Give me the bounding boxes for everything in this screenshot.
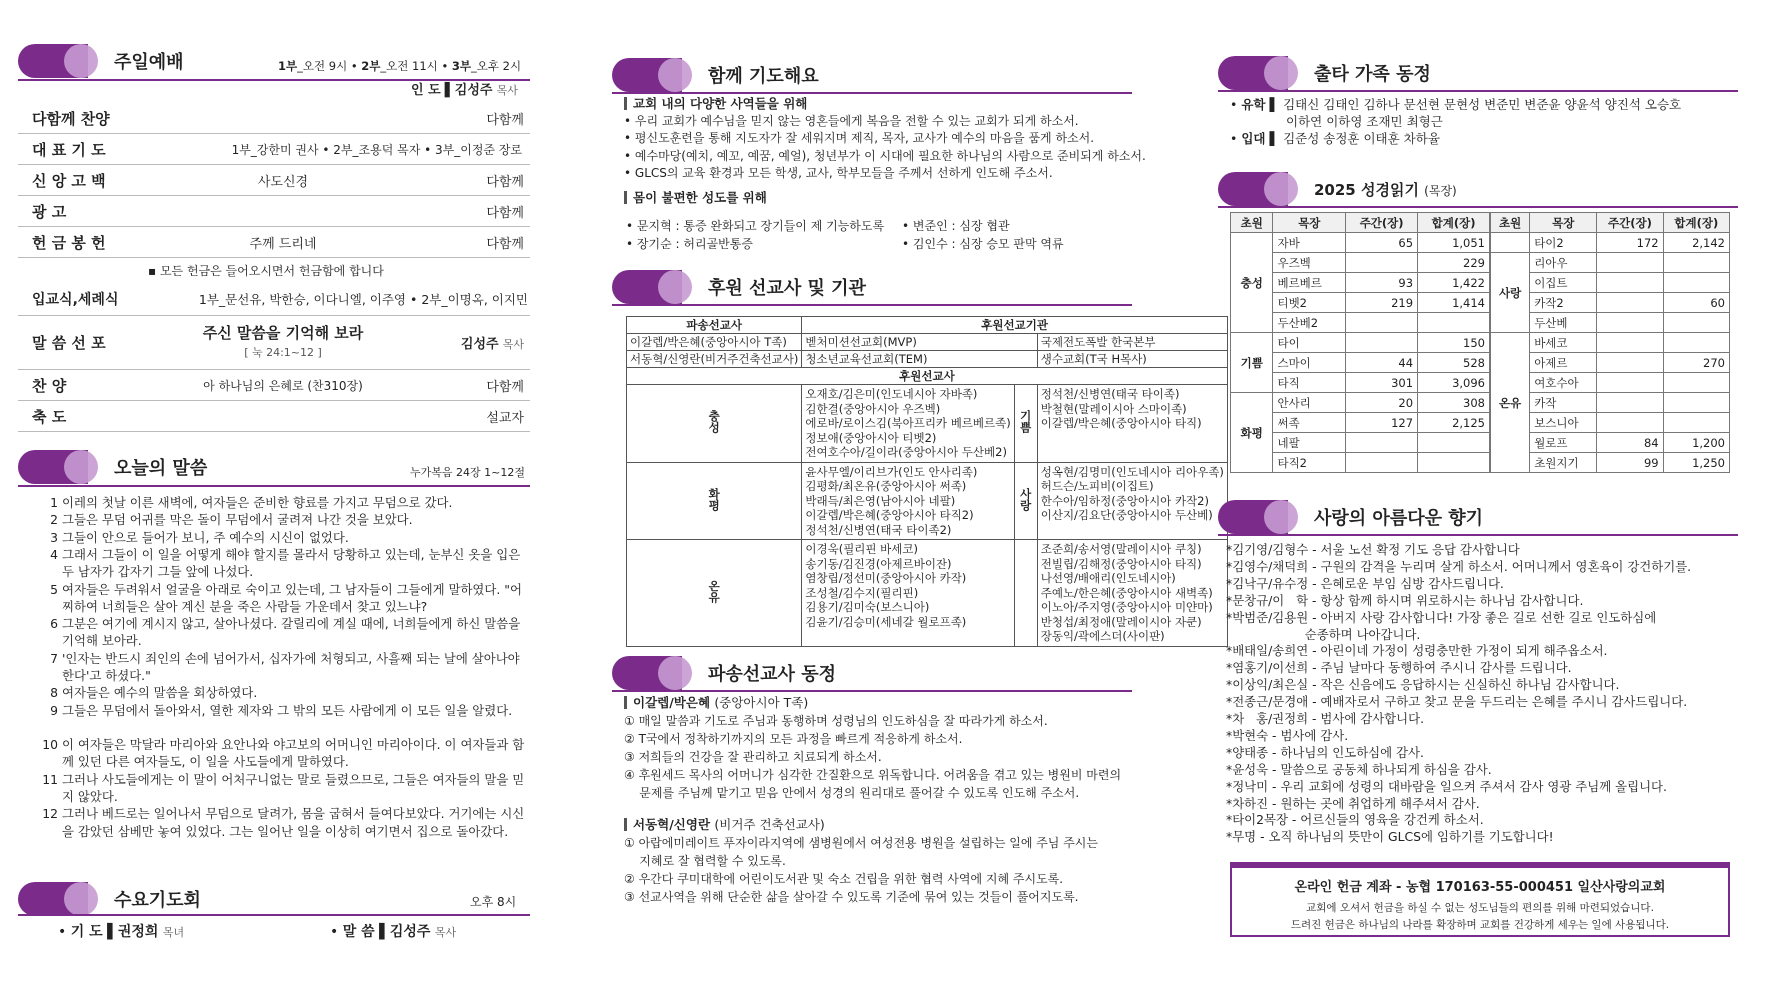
bible-row: 충성 자바 65 1,051 — [1231, 233, 1490, 253]
missionary-name: 전빌립/김해정(중앙아시아 타직) — [1040, 556, 1202, 571]
sick-list: • 문지혁 : 통증 완화되고 장기들이 제 기능하도록 • 장기순 : 허리골반통증 — [626, 219, 885, 251]
missionary-name: 윤사무엘/이리브가(인도 안사리족) — [805, 464, 978, 479]
divider — [1218, 534, 1738, 536]
bible-row: 카작 — [1491, 393, 1730, 413]
verse: 8 여자들은 예수의 말씀을 회상하였다. — [50, 685, 258, 701]
section-title: 함께 기도해요 — [708, 66, 819, 87]
bible-row: 온유 바세코 — [1491, 333, 1730, 353]
thanks-item: *박현숙 - 범사에 감사. — [1226, 727, 1349, 743]
bible-row: 네팔 — [1231, 433, 1490, 453]
missionary-name: 오재호/김은미(인도네시아 자바족) — [805, 387, 978, 401]
verse: 5 여자들은 두려워서 얼굴을 아래로 숙이고 있는데, 그 남자들이 그들에게 말하였다. "어찌하여 너희들은 살아 계신 분을 죽은 사람들 가운데서 찾고 있느냐? — [50, 581, 522, 614]
section-title: 사랑의 아름다운 향기 — [1314, 508, 1484, 529]
bible-row: 여호수아 — [1491, 373, 1730, 393]
bible-row: 타직 301 3,096 — [1231, 373, 1490, 393]
bible-row: 기쁨 타이 150 — [1231, 333, 1490, 353]
section-header-sunday — [18, 44, 184, 78]
service-times: 1부_오전 9시 • 2부_오전 11시 • 3부_오후 2시 — [278, 59, 522, 73]
thanks-item: *양태종 - 하나님의 인도하심에 감사. — [1226, 744, 1424, 760]
wed-prayer: • 기 도 ▌권정희 목녀 — [58, 924, 185, 940]
missionary-name: 정석천/신병연(태국 타이족2) — [805, 522, 952, 537]
thanks-item: 순종하며 나아갑니다. — [1226, 626, 1421, 642]
missionary-name: 조준희/송서영(말레이시아 쿠칭) — [1040, 542, 1202, 556]
missionary-name: 박철현(말레이시아 스마이족) — [1040, 401, 1187, 416]
thanks-item: *박범준/김용원 - 아버지 사랑 감사합니다! 가장 좋은 길로 선한 길로 인도하심에 — [1226, 609, 1657, 625]
wed-word: • 말 씀 ▌김성주 목사 — [330, 924, 457, 940]
section-marker-icon — [1218, 500, 1288, 534]
missionary-name: 이갈렙/박은혜(중앙아시아 타직2) — [805, 508, 974, 522]
order-row: 대 표 기 도 1부_강한미 권사 • 2부_조용덕 목자 • 3부_이정준 장로 — [18, 134, 530, 165]
thanks-item: *염홍기/이선희 - 주님 날마다 동행하여 주시니 감사를 드립니다. — [1226, 660, 1572, 676]
bible-row: 보스니아 — [1491, 413, 1730, 433]
divider — [18, 485, 530, 487]
divider — [1218, 90, 1738, 92]
prayer-item: • 평신도훈련을 통해 지도자가 잘 세워지며 제직, 목자, 교사가 예수의 마음을 품게 하소서. — [624, 131, 1095, 146]
order-row: 다함께 찬양 다함께 — [18, 103, 530, 134]
prayer-item: • GLCS의 교육 환경과 모든 학생, 교사, 학부모들을 주께서 선하게 인도해 주소서. — [624, 166, 1053, 181]
missionary-name: 송기동/김진경(아제르바이잔) — [805, 556, 952, 571]
section-marker-icon — [612, 656, 682, 690]
bible-row: 화평 안사리 20 308 — [1231, 393, 1490, 413]
scripture-ref: 누가복음 24장 1~12절 — [410, 466, 525, 479]
missionary-name: 정보애(중앙아시아 티벳2) — [805, 430, 937, 445]
sick-list: • 변준인 : 심장 협관 • 김인수 : 심장 승모 판막 역류 — [902, 219, 1064, 251]
thanks-item: *김기영/김형수 - 서울 노선 확정 기도 응답 감사합니다 — [1226, 542, 1520, 557]
order-row: 광 고 다함께 — [18, 196, 530, 227]
section-marker-icon — [612, 58, 682, 92]
prayer-item: • 우리 교회가 예수님을 믿지 않는 영혼들에게 복음을 전할 수 있는 교회가 되게 하소서. — [624, 113, 1079, 128]
missionary-name: 정석천/신병연(태국 타이족) — [1040, 387, 1180, 401]
blessing-row: 축 도 설교자 — [18, 401, 530, 432]
bible-row: 베르베르 93 1,422 — [1231, 273, 1490, 293]
account-title: 온라인 헌금 계좌 - 농협 170163-55-000451 일산사랑의교회 — [1294, 880, 1666, 895]
account-note: 드려진 헌금은 하나님의 나라를 확장하며 교회를 건강하게 세우는 일에 사용됩니다. — [1290, 919, 1670, 931]
verse: 12 그러나 베드로는 일어나서 무덤으로 달려가, 몸을 굽혀서 들여다보았다. 거기에는 시신을 감았던 삼베만 놓여 있었다. 그는 일어난 일을 이상히 여기면서 집으로 돌아갔다. — [42, 806, 525, 839]
section-marker-icon — [18, 44, 88, 78]
section-marker-icon — [612, 270, 682, 304]
thanks-item: *배태일/송희연 - 아린이네 가정이 성령충만한 가정이 되게 해주옵소서. — [1226, 643, 1608, 659]
bible-row: 이집트 — [1491, 273, 1730, 293]
missionary-table: 파송선교사 후원선교기관 이갈렙/박은혜(중앙아시아 T족) 벧처미션선교회(MVP) 국제전도폭발 한국본부 서동혁/신영란(비거주건축선교사) 청소년교육선교회(TEM) 생수교회(T국 H목사) 후원선교사 충성 오재호/김은미(인도네시아 자바족) 김한결(중앙아시아 우즈벡) 에로바/로이스김(북아프리카 베르베르족) 정보애(중앙아시아 티벳2) 전여호수아/길이라(중앙아시아 두산베2) 기쁨 정석천/신병연(태국 타이족) 박철현(말레이시아 스마이족) 이갈렙/박은혜(중앙아시아 타직) 화평 윤사무엘/이리브가(인도 안사리족) 김평화/최온유(중앙아시아 써족) 박래득/최은영(남아시아 네팔) 이갈렙/박은혜(중앙아시아 타직2) 정석천/신병연(태국 타이족2) 사랑 성옥현/김명미(인도네시아 리아우족) 허드슨/노피비(이집트) 한수아/임하정(중앙아시아 카작2) 이산지/김요단(중앙아시아 두산베) 온유 이경욱(필리핀 바세코) 송기동/김진경(아제르바이잔) 염창립/정선미(중앙아시아 카작) 조성철/김수지(필리핀) 김용기/김미숙(보스니아) 김윤기/김승미(세네갈 월로프족) 조준희/송서영(말레이시아 쿠칭) 전빌립/김해정(중앙아시아 타직) 나선영/배애리(인도네시아) 주예노/한은혜(중앙아시아 새벽족) 이노아/주지영(중앙아시아 미얀마) 반청섭/최정애(말레이시아 자쿤) 장동익/곽에스더(사이판) — [626, 316, 1228, 647]
bible-row: 스마이 44 528 — [1231, 353, 1490, 373]
missionary-name: 반청섭/최정애(말레이시아 자쿤) — [1040, 614, 1202, 629]
hymn-row: 찬 양 아 하나님의 은혜로 (찬310장) 다함께 — [18, 370, 530, 401]
bible-row: 두산베2 — [1231, 313, 1490, 333]
bible-row: 카작2 60 — [1491, 293, 1730, 313]
sermon-row: 말 씀 선 포 주신 말씀을 기억해 보라 [ 눅 24:1~12 ] 김성주 목사 — [18, 316, 530, 370]
missionary-name: 김평화/최온유(중앙아시아 써족) — [805, 479, 967, 493]
divider — [18, 914, 530, 916]
column-worship — [18, 0, 530, 992]
missionary-name: 한수아/임하정(중앙아시아 카작2) — [1040, 493, 1209, 508]
group-label: 화평 — [707, 487, 722, 511]
section-header-news — [612, 656, 836, 690]
thanks-item: *문창규/이 학 - 항상 함께 하시며 위로하시는 하나님 감사합니다. — [1226, 592, 1584, 608]
order-row: 신 앙 고 백 사도신경 다함께 — [18, 165, 530, 196]
divider — [612, 92, 1132, 94]
section-marker-icon — [1218, 172, 1288, 206]
group-label: 사랑 — [1018, 487, 1033, 511]
section-header-support — [612, 270, 866, 304]
bible-row: 써족 127 2,125 — [1231, 413, 1490, 433]
section-header-wed — [18, 882, 201, 916]
thanks-item: *타이2목장 - 어르신들의 영육을 강건케 하소서. — [1226, 812, 1484, 828]
section-title: 오늘의 말씀 — [114, 458, 208, 479]
section-marker-icon — [18, 882, 88, 916]
missionary-name: 장동익/곽에스더(사이판) — [1040, 629, 1165, 643]
thanks-item: *무명 - 오직 하나님의 뜻만이 GLCS에 임하기를 기도합니다! — [1226, 829, 1554, 845]
service-leader: 인 도 ▌김성주 목사 — [411, 83, 518, 98]
section-title: 수요기도회 — [114, 890, 201, 911]
divider — [612, 304, 1132, 306]
missionary-name: 이노아/주지영(중앙아시아 미얀마) — [1040, 600, 1213, 614]
order-row: 헌 금 봉 헌 주께 드리네 다함께 — [18, 227, 530, 258]
group-label: 충성 — [707, 410, 722, 434]
verse: 10 이 여자들은 막달라 마리아와 요안나와 야고보의 어머니인 마리아이다. 이 여자들과 함께 있던 다른 여자들도, 이 일을 사도들에게 말하였다. — [42, 737, 525, 770]
missionary-name: 조성철/김수지(필리핀) — [805, 585, 919, 600]
divider — [1218, 206, 1738, 208]
prayer-subtitle: 몸이 불편한 성도를 위해 — [624, 189, 1146, 207]
bible-row: 초원지기 99 1,250 — [1491, 453, 1730, 473]
column-community — [1218, 0, 1738, 992]
missionary-name: 에로바/로이스김(북아프리카 베르베르족) — [805, 416, 1011, 430]
wed-time: 오후 8시 — [470, 895, 517, 909]
bible-row: 두산베 — [1491, 313, 1730, 333]
divider — [612, 690, 1132, 692]
verse: 3 그들이 안으로 들어가 보니, 주 예수의 시신이 없었다. — [50, 529, 349, 545]
bible-row: 아제르 270 — [1491, 353, 1730, 373]
bible-row: 사랑 리아우 — [1491, 253, 1730, 273]
column-missions — [612, 0, 1224, 992]
missionary-name: 이갈렙/박은혜(중앙아시아 타직) — [1040, 416, 1202, 430]
group-label: 기쁨 — [1018, 410, 1033, 434]
section-title: 출타 가족 동정 — [1314, 64, 1431, 85]
missionary-name: 주예노/한은혜(중앙아시아 새벽족) — [1040, 585, 1213, 600]
section-marker-icon — [1218, 56, 1288, 90]
baptism-row: 입교식,세례식 1부_문선유, 박한승, 이다니엘, 이주영 • 2부_이명옥, 이지민 — [18, 282, 530, 316]
verse: 6 그분은 여기에 계시지 않고, 살아나셨다. 갈릴리에 계실 때에, 너희들에게 하신 말씀을 기억해 보아라. — [50, 616, 521, 649]
missionary-name: 이경욱(필리핀 바세코) — [805, 542, 918, 556]
thanks-item: *김낙구/유수정 - 은혜로운 부임 심방 감사드립니다. — [1226, 575, 1504, 591]
offering-note: ▪ 모든 헌금은 들어오시면서 헌금함에 합니다 — [148, 264, 384, 278]
missionary-name: 김용기/김미숙(보스니아) — [805, 600, 930, 614]
group-label: 온유 — [707, 579, 722, 603]
section-header-pray — [612, 58, 819, 92]
account-note: 교회에 오셔서 헌금을 하실 수 없는 성도님들의 편의를 위해 마련되었습니다. — [1306, 902, 1654, 914]
account-box — [1230, 862, 1730, 937]
bible-table-right: 초원 목장 주간(장) 합계(장) 타이2 172 2,142 사랑 리아우 이집트 카작2 60 두산베 온유 바세코 아제르 270 여호수아 카작 보스니아 월로프 84 1,200 초원지기 99 1,250 — [1490, 212, 1730, 473]
verse: 2 그들은 무덤 어귀를 막은 돌이 무덤에서 굴려져 나간 것을 보았다. — [50, 512, 413, 528]
divider — [18, 79, 530, 81]
thanks-item: *전종근/문경애 - 예배자로서 구하고 찾고 문을 두드리는 은혜를 주시니 감사드립니다. — [1226, 694, 1688, 710]
section-header-word — [18, 450, 207, 484]
section-header-love — [1218, 500, 1483, 534]
bible-row: 티벳2 219 1,414 — [1231, 293, 1490, 313]
bible-row: 월로프 84 1,200 — [1491, 433, 1730, 453]
thanks-item: *김영수/채덕희 - 구원의 감격을 누리며 살게 하소서. 어머니께서 영혼육이 강건하기를. — [1226, 558, 1692, 574]
bible-table-left: 초원 목장 주간(장) 합계(장) 충성 자바 65 1,051 우즈벡 229 베르베르 93 1,422 티벳2 219 1,414 두산베2 기쁨 타이 150 스마이 44 528 타직 301 3,096 화평 안사리 20 308 써족 127 2,125 네팔 타직2 — [1230, 212, 1490, 473]
thanks-item: *이상익/최은실 - 작은 신음에도 응답하시는 신실하신 하나님 감사합니다. — [1226, 677, 1620, 693]
section-header-bible: 2025 성경읽기 (목장) — [1218, 172, 1457, 206]
thanks-item: *윤성욱 - 말씀으로 공동체 하나되게 하심을 감사. — [1226, 761, 1492, 777]
section-title: 주일예배 — [114, 52, 184, 73]
news-block: 이갈렙/박은혜 (중앙아시아 T족) ① 매일 말씀과 기도로 주님과 동행하며 성령님의 인도하심을 잘 따라가게 하소서. ② T국에서 정착하기까지의 모든 과정을 빠르게 적응하게 하소서. ③ 저희들의 건강을 잘 관리하고 치료되게 하소서. ④ 후원세드 목사의 어머니가 심각한 간질환으로 위독합니다. 어려움을 겪고 있는 병원비 마련의 문제를 주님께 맡기고 믿음 안에서 성경의 원리대로 풀어갈 수 있도록 인도해 주소서. 서동혁/신영란 (비거주 건축선교사) ① 아랍에미레이트 푸자이라지역에 샘병원에서 여성전용 병원을 설립하는 일에 주님 주시는 지혜로 잘 협력할 수 있도록. ② 우간다 쿠미대학에 어린이도서관 및 숙소 건립을 위한 협력 사역에 지혜 주시도록. ③ 선교사역을 위해 단순한 삶을 살아갈 수 있도록 기준에 묶여 있는 것들이 풀어지도록. — [624, 695, 1122, 904]
travel-list: • 유학 ▌ 김태신 김태인 김하나 문선현 문현성 변준민 변준윤 양윤석 양진석 오승호 이하연 이하영 조재민 최형근 • 입대 ▌ 김준성 송정훈 이태훈 차하율 — [1230, 97, 1682, 146]
section-title: 후원 선교사 및 기관 — [708, 278, 866, 299]
missionary-name: 김윤기/김승미(세네갈 월로프족) — [805, 614, 967, 629]
missionary-name: 전여호수아/길이라(중앙아시아 두산베2) — [805, 445, 1007, 459]
missionary-name: 이산지/김요단(중앙아시아 두산베) — [1040, 508, 1213, 522]
prayer-subtitle: 교회 내의 다양한 사역들을 위해 — [624, 95, 1146, 113]
missionary-name: 김한결(중앙아시아 우즈벡) — [805, 401, 941, 416]
thanks-item: *정낙미 - 우리 교회에 성령의 대바람을 일으켜 주셔서 감사 영광 주님께 올립니다. — [1226, 778, 1667, 794]
bible-row: 우즈벡 229 — [1231, 253, 1490, 273]
missionary-name: 나선영/배애리(인도네시아) — [1040, 571, 1176, 585]
section-header-travel — [1218, 56, 1431, 90]
verse: 9 그들은 무덤에서 돌아와서, 열한 제자와 그 밖의 모든 사람에게 이 모든 일을 알렸다. — [50, 702, 513, 718]
bible-row: 타직2 — [1231, 453, 1490, 473]
missionary-name: 염창립/정선미(중앙아시아 카작) — [805, 571, 967, 585]
verse: 1 이레의 첫날 이른 새벽에, 여자들은 준비한 향료를 가지고 무덤으로 갔다. — [50, 495, 453, 510]
bible-row: 타이2 172 2,142 — [1491, 233, 1730, 253]
missionary-name: 허드슨/노피비(이집트) — [1040, 479, 1154, 493]
verse: 7 '인자는 반드시 죄인의 손에 넘어가서, 십자가에 처형되고, 사흘째 되는 날에 살아나야 한다'고 하셨다." — [50, 650, 520, 683]
prayer-item: • 예수마당(예치, 예꼬, 예꿈, 예얼), 청년부가 이 시대에 필요한 하나님의 사람으로 준비되게 하소서. — [624, 148, 1146, 163]
missionary-name: 박래득/최은영(남아시아 네팔) — [805, 493, 956, 508]
missionary-name: 성옥현/김명미(인도네시아 리아우족) — [1040, 464, 1224, 479]
section-title: 파송선교사 동정 — [708, 664, 836, 685]
verse: 4 그래서 그들이 이 일을 어떻게 해야 할지를 몰라서 당황하고 있는데, 눈부신 옷을 입은 두 남자가 갑자기 그들 앞에 나섰다. — [50, 546, 521, 580]
verse: 11 그러나 사도들에게는 이 말이 어처구니없는 말로 들렸으므로, 그들은 여자들의 말을 믿지 않았다. — [42, 771, 525, 805]
thanks-item: *차하진 - 원하는 곳에 취업하게 해주셔서 감사. — [1226, 795, 1480, 811]
thanks-item: *차 홍/권정희 - 범사에 감사합니다. — [1226, 711, 1425, 726]
section-marker-icon — [18, 450, 88, 484]
